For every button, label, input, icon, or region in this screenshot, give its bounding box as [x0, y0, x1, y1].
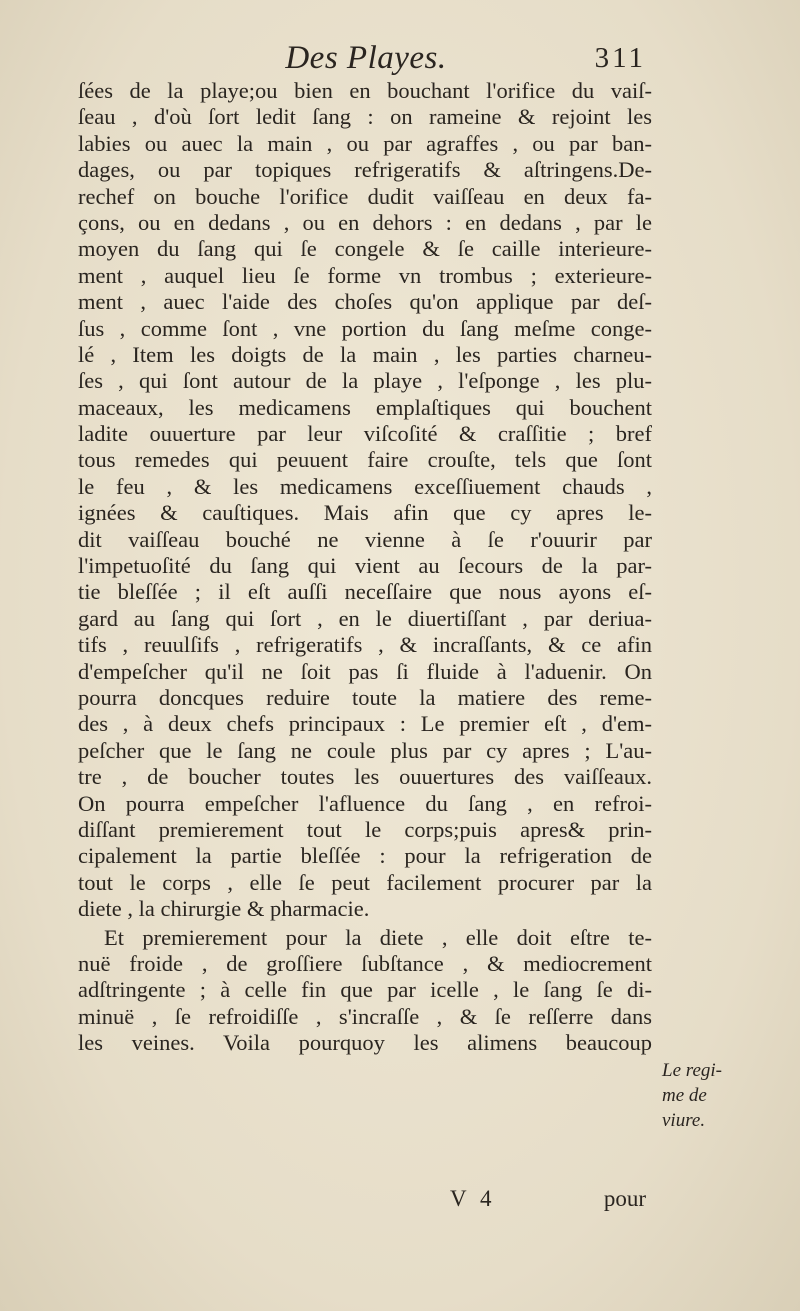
marginal-note-line: Le regi- — [662, 1060, 722, 1081]
text-line: tifs , reuulſifs , refrigeratifs , & incraſſants, & ce afin — [78, 632, 652, 658]
text-line: tout le corps , elle ſe peut facilement procurer par la — [78, 869, 652, 895]
text-line: gard au ſang qui ſort , en le diuertiſſant , par deriua- — [78, 605, 652, 631]
marginal-note-line: viure. — [662, 1110, 706, 1131]
text-line: ment , auec l'aide des choſes qu'on applique par deſ- — [78, 289, 652, 315]
text-line: diete , la chirurgie & pharmacie. — [78, 896, 370, 922]
text-line: maceaux, les medicamens emplaſtiques qui bouchent — [78, 394, 652, 420]
text-line: tie bleſſée ; il eſt auſſi neceſſaire que nous ayons eſ- — [78, 579, 652, 605]
text-line: le feu , & les medicamens exceſſiuement chauds , — [78, 473, 652, 499]
text-line: peſcher que le ſang ne coule plus par cy apres ; L'au- — [78, 737, 652, 763]
text-line: minuë , ſe refroidiſſe , s'incraſſe , & ſe reſſerre dans — [78, 1003, 652, 1029]
signature-mark: V 4 — [450, 1186, 496, 1211]
text-line: des , à deux chefs principaux : Le premier eſt , d'em- — [78, 711, 652, 737]
text-line: ſées de la playe;ou bien en bouchant l'orifice du vaiſ- — [78, 78, 652, 103]
text-line: les veines. Voila pourquoy les alimens beaucoup — [78, 1030, 652, 1056]
text-line: ſes , qui ſont autour de la playe , l'eſponge , les plu- — [78, 368, 652, 394]
text-line: Et premierement pour la diete , elle doit eſtre te- — [104, 924, 652, 950]
marginal-note-line: me de — [662, 1085, 707, 1106]
text-line: cipalement la partie bleſſée : pour la refrigeration de — [78, 843, 652, 869]
text-line: diſſant premierement tout le corps;puis apres& prin- — [78, 816, 652, 842]
text-line: labies ou auec la main , ou par agraffes , ou par ban- — [78, 130, 652, 156]
running-title: Des Playes. — [285, 40, 447, 76]
body-text — [78, 78, 652, 1056]
text-line: rechef on bouche l'orifice dudit vaiſſeau en deux fa- — [78, 183, 652, 209]
text-line: lé , Item les doigts de la main , les parties charneu- — [78, 341, 652, 367]
text-line: ſeau , d'où ſort ledit ſang : on rameine & rejoint les — [78, 104, 652, 130]
paragraph-1 — [78, 78, 652, 923]
text-line: nuë froide , de groſſiere ſubſtance , & mediocrement — [78, 950, 652, 976]
catchword: pour — [603, 1186, 646, 1211]
page-footer — [78, 1186, 652, 1220]
paragraph-2 — [78, 925, 652, 1057]
text-line: moyen du ſang qui ſe congele & ſe caille interieure- — [78, 236, 652, 262]
text-line: pourra doncques reduire toute la matiere des reme- — [78, 684, 652, 710]
text-line: ignées & cauſtiques. Mais afin que cy apres le- — [78, 500, 652, 526]
text-line: adſtringente ; à celle fin que par icelle , le ſang ſe di- — [78, 977, 652, 1003]
text-line: ment , auquel lieu ſe forme vn trombus ; exterieure- — [78, 262, 652, 288]
text-line: tre , de boucher toutes les ouuertures des vaiſſeaux. — [78, 764, 652, 790]
text-line: tous remedes qui peuuent faire crouſte, tels que ſont — [78, 447, 652, 473]
text-line: ladite ouuerture par leur viſcoſité & craſſitie ; bref — [78, 421, 652, 447]
text-line: ſus , comme ſont , vne portion du ſang meſme conge- — [78, 315, 652, 341]
marginal-note — [662, 1058, 752, 1133]
text-line: l'impetuoſité du ſang qui vient au ſecours de la par- — [78, 553, 652, 579]
text-line: çons, ou en dedans , ou en dehors : en dedans , par le — [78, 209, 652, 235]
page-number: 311 — [594, 42, 646, 74]
text-line: On pourra empeſcher l'afluence du ſang , en refroi- — [78, 790, 652, 816]
text-line: dit vaiſſeau bouché ne vienne à ſe r'ouurir par — [78, 526, 652, 552]
text-line: dages, ou par topiques refrigeratifs & aſtringens.De- — [78, 157, 652, 183]
text-line: d'empeſcher qu'il ne ſoit pas ſi fluide à l'aduenir. On — [78, 658, 652, 684]
